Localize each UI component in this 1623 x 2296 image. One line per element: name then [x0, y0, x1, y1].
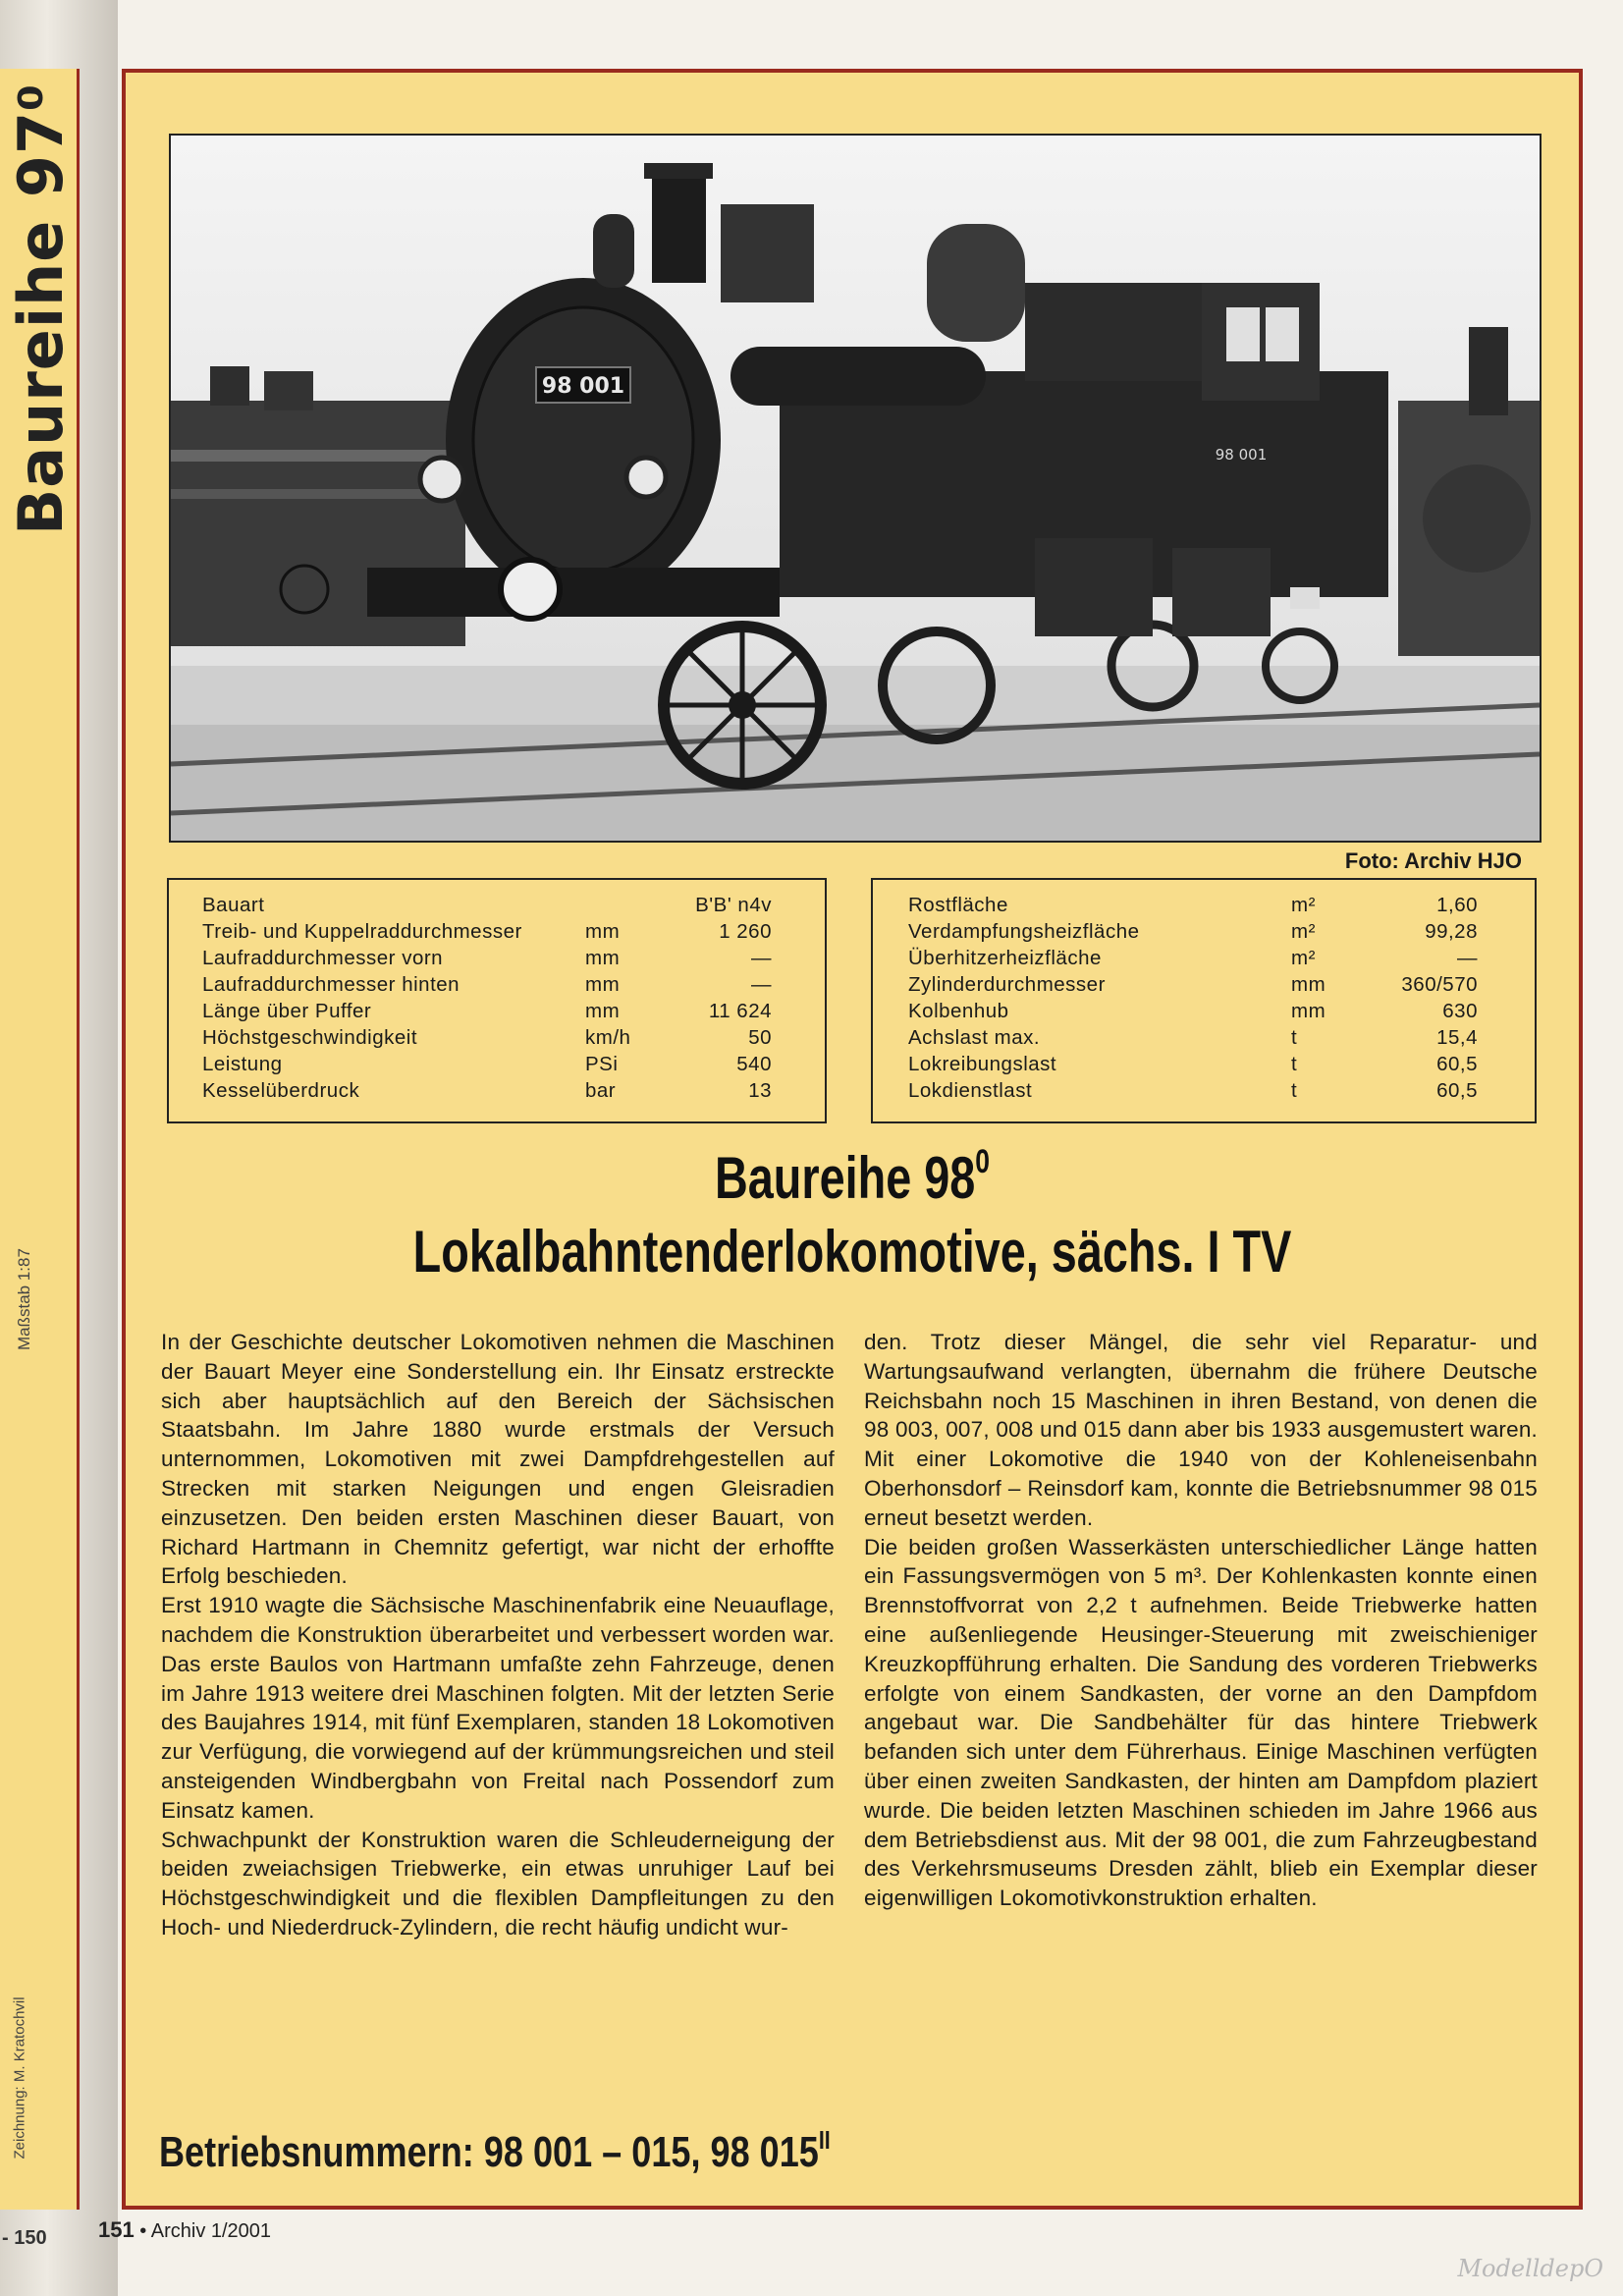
spec-value: 13: [748, 1079, 772, 1102]
photo-credit: Foto: Archiv HJO: [1344, 848, 1522, 873]
spec-value: 60,5: [1436, 1079, 1478, 1102]
spec-label: Lokdienstlast: [908, 1079, 1033, 1102]
spec-unit: mm: [585, 947, 621, 969]
spec-unit: mm: [1291, 973, 1326, 996]
spec-unit: [585, 892, 664, 918]
previous-page-number: - 150: [2, 2227, 47, 2249]
spec-unit: m²: [1291, 894, 1316, 916]
article-title-superscript: 0: [975, 1143, 991, 1180]
operating-numbers: [159, 2125, 831, 2177]
spec-row: [908, 945, 1505, 971]
body-column-right: [864, 1328, 1538, 1913]
spec-label: Kolbenhub: [908, 1000, 1009, 1022]
spec-row: [202, 1051, 795, 1077]
page-footer: [98, 2217, 271, 2243]
spec-unit: mm: [585, 973, 621, 996]
spec-row: [908, 1051, 1505, 1077]
spec-unit: mm: [585, 1000, 621, 1022]
spec-value: 99,28: [1425, 920, 1478, 943]
spec-label: Verdampfungsheizfläche: [908, 920, 1140, 943]
article-page: [122, 69, 1583, 2210]
spec-row: [202, 1024, 795, 1051]
spec-label: Leistung: [202, 1053, 283, 1075]
spec-row: [908, 1024, 1505, 1051]
spec-value: 360/570: [1401, 973, 1478, 996]
spec-label: Laufraddurchmesser vorn: [202, 947, 444, 969]
spec-row: [908, 1077, 1505, 1104]
page-number: 151: [98, 2217, 135, 2242]
spec-value: 15,4: [1436, 1026, 1478, 1049]
spec-unit: t: [1291, 1053, 1298, 1075]
spec-row: [202, 998, 795, 1024]
spec-unit: km/h: [585, 1026, 631, 1049]
spec-value: 1,60: [1436, 894, 1478, 916]
article-subtitle: Lokalbahntenderlokomotive, sächs. I TV: [412, 1219, 1292, 1285]
spec-row: [908, 918, 1505, 945]
spec-value: 630: [1442, 1000, 1478, 1022]
spec-value: 50: [748, 1026, 772, 1049]
spec-unit: t: [1291, 1079, 1298, 1102]
paragraph: Erst 1910 wagte die Sächsische Maschinenfabrik eine Neuauflage, nachdem die Konstruktion überarbeitet und verbessert worden war. Das erste Baulos von Hartmann umfaßte zehn Fahrzeuge, denen im Jahre 1913 weitere drei Maschinen folgten. Mit der letzten Serie des Baujahres 1914, mit fünf Exemplaren, standen 18 Lokomotiven zur Verfügung, die vorwiegend auf der krümmungsreichen und steil ansteigenden Windbergbahn von Freital nach Possendorf zum Einsatz kamen.: [161, 1593, 835, 1823]
spec-unit: mm: [585, 920, 621, 943]
specs-table-left: [167, 878, 827, 1123]
paragraph: In der Geschichte deutscher Lokomotiven nehmen die Maschinen der Bauart Meyer eine Sonderstellung ein. Ihr Einsatz erstreckte sich aber hauptsächlich auf den Bereich der Sächsischen Staatsbahn. Im Jahre 1880 wurde erstmals der Versuch unternommen, Lokomotiven mit zwei Dampfdrehgestellen auf Strecken mit starken Neigungen und engen Gleisradien einzusetzen. Den beiden ersten Maschinen dieser Bauart, von Richard Hartmann in Chemnitz gefertigt, war nicht der erhoffte Erfolg beschieden.: [161, 1330, 835, 1589]
spec-row: [908, 892, 1505, 918]
spec-unit: bar: [585, 1079, 617, 1102]
spec-unit: t: [1291, 1026, 1298, 1049]
spec-row: [202, 971, 795, 998]
footer-separator: •: [139, 2220, 147, 2242]
spec-label: Achslast max.: [908, 1026, 1041, 1049]
spec-label: Bauart: [202, 894, 265, 916]
spec-label: Kesselüberdruck: [202, 1079, 360, 1102]
previous-page-scale: Maßstab 1:87: [15, 1248, 33, 1350]
previous-page-title: Baureihe 97⁰: [5, 82, 77, 535]
spec-label: Zylinderdurchmesser: [908, 973, 1106, 996]
paragraph: Schwachpunkt der Konstruktion waren die Schleuderneigung der beiden zweiachsigen Triebwerke, ein etwas unruhiger Lauf bei Höchstgeschwindigkeit und die flexiblen Dampfleitungen zu den Hoch- und Niederdruck-Zylindern, die recht häufig undicht wur-: [161, 1827, 835, 1940]
article-title: [286, 1143, 1419, 1212]
spec-row: [908, 998, 1505, 1024]
paragraph: den. Trotz dieser Mängel, die sehr viel Reparatur- und Wartungsaufwand verlangten, übernahm die frühere Deutsche Reichsbahn noch 15 Maschinen in ihren Bestand, von denen die 98 003, 007, 008 und 015 dann aber bis 1933 ausgemustert waren. Mit einer Lokomotive die 1940 von der Kohleneisenbahn Oberhonsdorf – Reinsdorf kam, konnte die Betriebsnummer 98 015 erneut besetzt werden.: [864, 1330, 1538, 1530]
locomotive-photo: [169, 134, 1542, 843]
spec-unit: m²: [1291, 920, 1316, 943]
watermark-logo: ModelldepO: [1457, 2255, 1603, 2282]
spec-label: Überhitzerheizfläche: [908, 947, 1102, 969]
cab-number-text: 98 001: [1215, 446, 1268, 464]
spec-value: —: [751, 947, 772, 969]
spec-label: Laufraddurchmesser hinten: [202, 973, 460, 996]
spec-label: Treib- und Kuppelraddurchmesser: [202, 920, 522, 943]
spec-row: [202, 1077, 795, 1104]
number-plate-text: 98 001: [541, 374, 625, 399]
body-column-left: [161, 1328, 835, 1942]
spec-value: 1 260: [719, 920, 772, 943]
spec-label: Rostfläche: [908, 894, 1008, 916]
spec-value: 540: [736, 1053, 772, 1075]
spec-row: [202, 892, 795, 918]
spec-unit: m²: [1291, 947, 1316, 969]
spec-unit: mm: [1291, 1000, 1326, 1022]
specs-table-right: [871, 878, 1537, 1123]
publication-issue: Archiv 1/2001: [150, 2220, 272, 2242]
spec-value: B'B' n4v: [695, 894, 772, 916]
previous-page: [0, 69, 80, 2210]
spec-value: 11 624: [708, 1000, 772, 1022]
spec-unit: PSi: [585, 1053, 619, 1075]
spec-row: [202, 918, 795, 945]
previous-page-credit: Zeichnung: M. Kratochvil: [11, 1996, 28, 2159]
paragraph: Die beiden großen Wasserkästen unterschiedlicher Länge hatten ein Fassungsvermögen von 5 m³. Der Kohlenkasten konnte einen Brennstoffvorrat von 2,2 t aufnehmen. Beide Triebwerke hatten eine außenliegende Heusinger-Steuerung mit zweischieniger Kreuzkopfführung erhalten. Die Sandung des vorderen Triebwerks erfolgte von einem Sandkasten, der vorne an den Dampfdom angebaut war. Die Sandbehälter für das hintere Triebwerk befanden sich unter dem Führerhaus. Einige Maschinen verfügten über einen zweiten Sandkasten, der hinten am Dampfdom plaziert wurde. Die beiden letzten Maschinen schieden im Jahre 1966 aus dem Betriebsdienst aus. Mit der 98 001, die zum Fahrzeugbestand des Verkehrsmuseums Dresden zählt, blieb ein Exemplar dieser eigenwilligen Lokomotivkonstruktion erhalten.: [864, 1534, 1538, 1911]
spec-label: Länge über Puffer: [202, 1000, 372, 1022]
article-title-main: Baureihe 98: [714, 1145, 976, 1211]
spec-label: Lokreibungslast: [908, 1053, 1057, 1075]
spec-value: —: [1457, 947, 1478, 969]
spec-row: [908, 971, 1505, 998]
spec-value: 60,5: [1436, 1053, 1478, 1075]
spec-label: Höchstgeschwindigkeit: [202, 1026, 418, 1049]
locomotive-photo-icon: [171, 136, 1540, 841]
spec-value: —: [751, 973, 772, 996]
spec-row: [202, 945, 795, 971]
operating-numbers-main: Betriebsnummern: 98 001 – 015, 98 015: [159, 2128, 819, 2176]
operating-numbers-superscript: II: [818, 2125, 831, 2155]
